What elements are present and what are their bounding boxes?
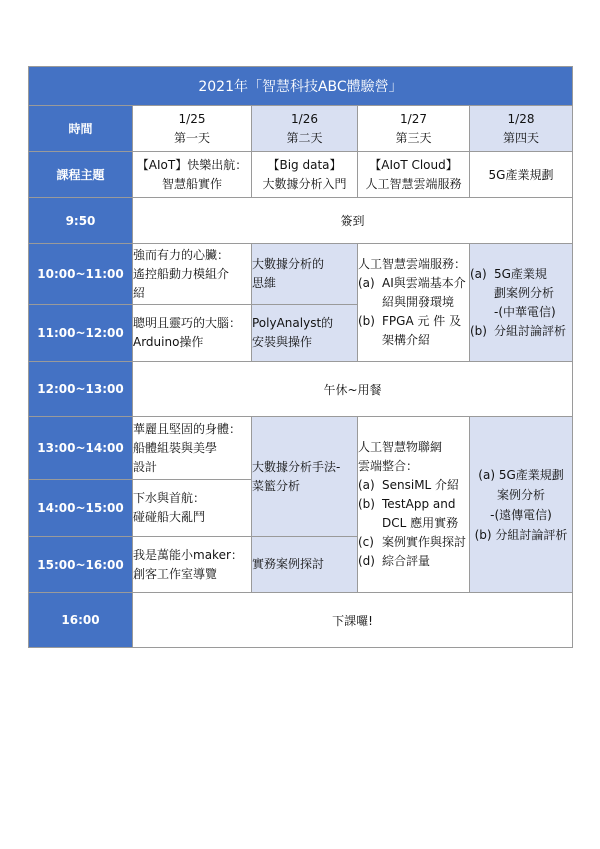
day-1-name: 第一天 bbox=[173, 130, 210, 145]
session-list-item bbox=[470, 265, 572, 322]
schedule-table bbox=[28, 66, 573, 648]
item-line: 紹與開發環境 bbox=[382, 295, 455, 309]
item-line: 劃案例分析 bbox=[494, 285, 555, 300]
day-2-date: 1/26 bbox=[291, 111, 318, 126]
item-line: 案例實作與探討 bbox=[382, 535, 467, 549]
day-4-topic: 5G產業規劃 bbox=[470, 152, 573, 198]
day-1-topic-line: 【AIoT】快樂出航： bbox=[136, 157, 248, 172]
session-line: 菜籃分析 bbox=[252, 478, 301, 493]
day-1-session-1000 bbox=[133, 244, 252, 305]
item-line: 綜合評量 bbox=[382, 554, 431, 568]
session-line: 碰碰船大亂鬥 bbox=[133, 510, 206, 524]
day-1-date: 1/25 bbox=[178, 111, 206, 126]
day-3-topic-line: 【AIoT Cloud】 bbox=[369, 157, 458, 172]
dismiss-cell: 下課囉! bbox=[133, 593, 573, 648]
day-4-header bbox=[470, 106, 573, 152]
day-2-name: 第二天 bbox=[286, 130, 323, 145]
day-3-afternoon-session bbox=[358, 417, 470, 593]
item-marker: (b) bbox=[358, 314, 375, 328]
item-line: FPGA 元 件 及 bbox=[382, 314, 462, 328]
session-line: (a) 5G產業規劃 bbox=[478, 467, 564, 482]
day-1-topic-line: 智慧船實作 bbox=[161, 176, 222, 191]
item-marker: (b) bbox=[470, 323, 487, 338]
item-line: 5G產業規 bbox=[494, 266, 547, 281]
checkin-cell: 簽到 bbox=[133, 198, 573, 244]
session-line: 紹 bbox=[133, 285, 146, 300]
day-1-session-1300 bbox=[133, 417, 252, 480]
day-3-header bbox=[358, 106, 470, 152]
session-line: 強而有力的心臟： bbox=[133, 247, 230, 262]
session-line: PolyAnalyst的 bbox=[252, 316, 334, 330]
day-2-topic-line: 大數據分析入門 bbox=[262, 176, 347, 191]
day-3-name: 第三天 bbox=[395, 130, 432, 145]
time-1300-1400: 13:00~14:00 bbox=[29, 417, 133, 480]
item-line: 分組討論評析 bbox=[494, 323, 567, 338]
item-line: TestApp and bbox=[382, 497, 456, 511]
time-1400-1500: 14:00~15:00 bbox=[29, 480, 133, 537]
day-4-name: 第四天 bbox=[503, 130, 540, 145]
time-1100-1200: 11:00~12:00 bbox=[29, 305, 133, 362]
day-1-session-1100 bbox=[133, 305, 252, 362]
day-2-session-1300 bbox=[252, 417, 358, 537]
session-list-item bbox=[358, 533, 469, 552]
session-line: 船體組裝與美學 bbox=[133, 440, 218, 455]
day-2-header bbox=[252, 106, 358, 152]
time-1600: 16:00 bbox=[29, 593, 133, 648]
item-marker: (a) bbox=[358, 276, 375, 290]
day-1-header bbox=[133, 106, 252, 152]
day-1-topic bbox=[133, 152, 252, 198]
session-line: 下水與首航： bbox=[133, 491, 206, 505]
item-marker: (d) bbox=[358, 554, 375, 568]
session-line: -(遠傳電信) bbox=[490, 507, 552, 522]
item-line: DCL 應用實務 bbox=[382, 516, 459, 530]
session-list-item bbox=[358, 312, 469, 350]
session-heading: 人工智慧物聯網 bbox=[358, 440, 443, 454]
session-line: 設計 bbox=[133, 459, 158, 474]
time-0950: 9:50 bbox=[29, 198, 133, 244]
session-line: (b) 分組討論評析 bbox=[474, 527, 568, 542]
day-4-afternoon-session bbox=[470, 417, 573, 593]
day-4-date: 1/28 bbox=[507, 111, 535, 126]
session-line: 聰明且靈巧的大腦： bbox=[133, 316, 242, 330]
item-line: SensiML 介紹 bbox=[382, 478, 460, 492]
day-2-session-1000 bbox=[252, 244, 358, 305]
session-line: Arduino操作 bbox=[133, 335, 204, 349]
lunch-cell: 午休~用餐 bbox=[133, 362, 573, 417]
item-line: -(中華電信) bbox=[494, 304, 556, 319]
session-line: 大數據分析的 bbox=[252, 257, 325, 271]
schedule-title: 2021年「智慧科技ABC體驗營」 bbox=[29, 67, 573, 106]
day-4-morning-session bbox=[470, 244, 573, 362]
session-heading: 人工智慧雲端服務： bbox=[358, 257, 467, 271]
day-1-session-1500 bbox=[133, 537, 252, 593]
day-2-topic bbox=[252, 152, 358, 198]
session-list-item bbox=[358, 495, 469, 533]
session-line: 思維 bbox=[252, 276, 277, 290]
session-line: 我是萬能小maker： bbox=[133, 547, 243, 562]
day-1-session-1400 bbox=[133, 480, 252, 537]
session-list-item bbox=[470, 322, 572, 341]
session-list-item bbox=[358, 476, 469, 495]
time-1500-1600: 15:00~16:00 bbox=[29, 537, 133, 593]
session-list-item bbox=[358, 552, 469, 571]
day-2-session-1500: 實務案例探討 bbox=[252, 537, 358, 593]
session-line: 遙控船動力模組介 bbox=[133, 266, 230, 281]
session-line: 創客工作室導覽 bbox=[133, 566, 218, 581]
topic-row-label: 課程主題 bbox=[29, 152, 133, 198]
time-column-header: 時間 bbox=[29, 106, 133, 152]
item-line: 架構介紹 bbox=[382, 333, 431, 347]
day-3-date: 1/27 bbox=[400, 111, 427, 126]
day-2-session-1100 bbox=[252, 305, 358, 362]
time-1000-1100: 10:00~11:00 bbox=[29, 244, 133, 305]
time-1200-1300: 12:00~13:00 bbox=[29, 362, 133, 417]
item-marker: (b) bbox=[358, 497, 375, 511]
session-line: 大數據分析手法- bbox=[252, 459, 341, 474]
day-3-morning-session bbox=[358, 244, 470, 362]
item-marker: (a) bbox=[358, 478, 375, 492]
session-line: 華麗且堅固的身體： bbox=[133, 421, 242, 436]
session-line: 安裝與操作 bbox=[252, 335, 313, 349]
session-heading: 雲端整合： bbox=[358, 459, 419, 473]
day-3-topic bbox=[358, 152, 470, 198]
session-list-item bbox=[358, 274, 469, 312]
session-line: 案例分析 bbox=[497, 487, 546, 502]
item-line: AI與雲端基本介 bbox=[382, 276, 466, 290]
item-marker: (a) bbox=[470, 266, 487, 281]
day-3-topic-line: 人工智慧雲端服務 bbox=[365, 176, 462, 191]
item-marker: (c) bbox=[358, 535, 374, 549]
day-2-topic-line: 【Big data】 bbox=[267, 157, 342, 172]
